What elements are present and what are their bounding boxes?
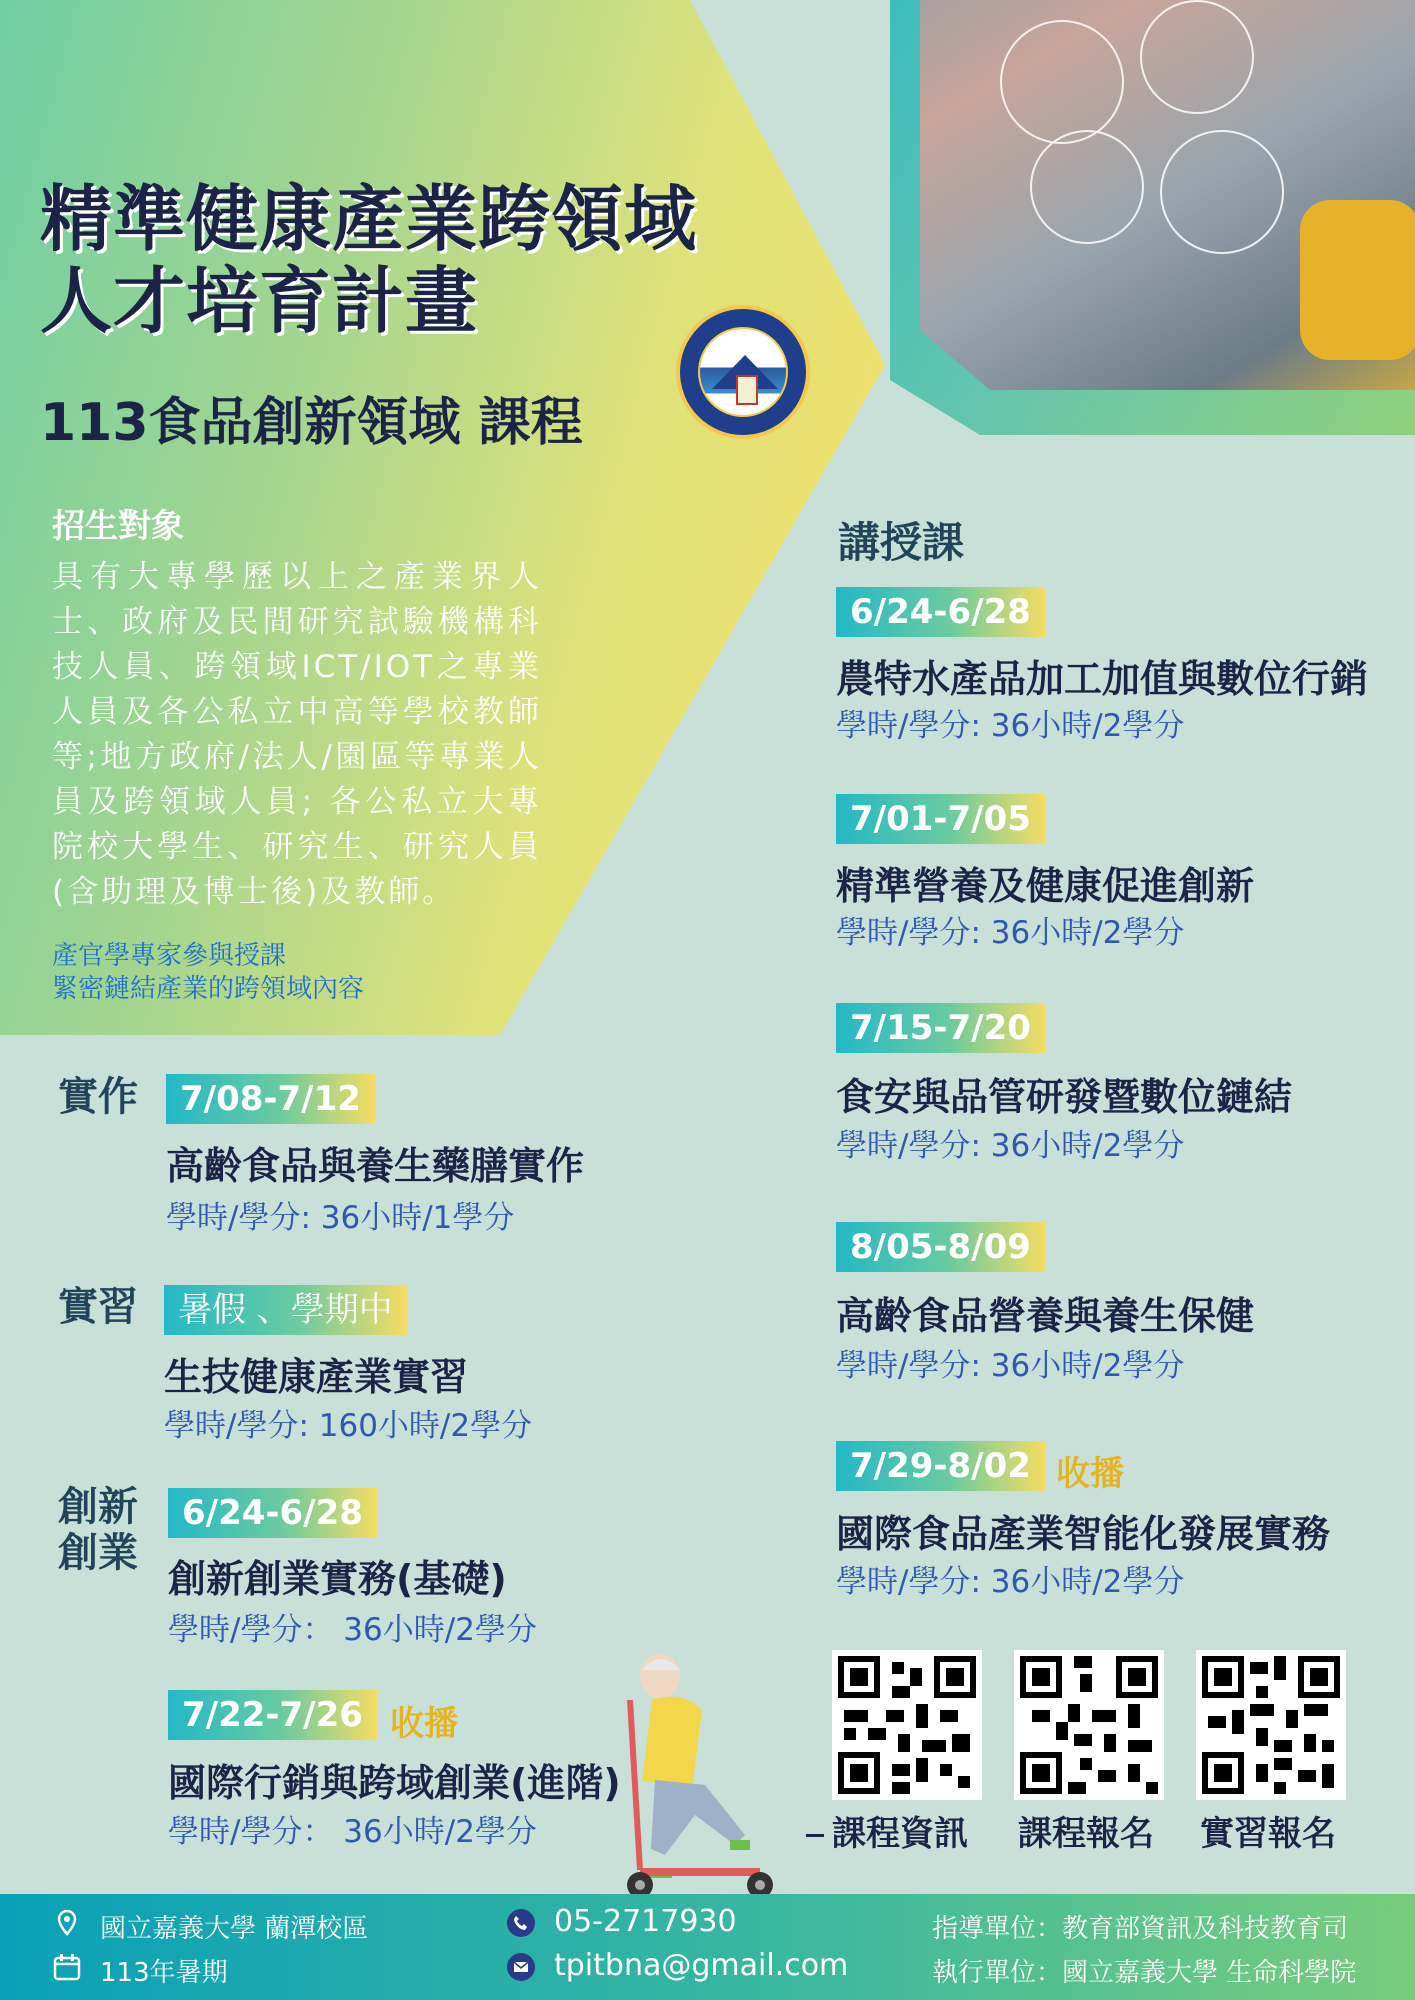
qr-code-course-signup[interactable]: [1014, 1650, 1164, 1800]
course-hours: 學時/學分: 36小時/1學分: [166, 1200, 515, 1236]
qr-label: 課程報名: [1018, 1814, 1154, 1854]
pie-chart-graphic: [1000, 20, 1124, 144]
date-tag: 7/29-8/02: [836, 1441, 1045, 1491]
date-tag: 7/01-7/05: [836, 794, 1045, 844]
period-text: 113年暑期: [100, 1958, 228, 1988]
course-title: 食安與品管研發暨數位鏈結: [836, 1075, 1293, 1119]
recruit-note-2: 緊密鏈結產業的跨領域內容: [52, 974, 365, 1004]
date-tag: 7/08-7/12: [166, 1074, 375, 1124]
category-innovation-line-2: 創業: [58, 1530, 138, 1576]
recruit-heading: 招生對象: [52, 506, 184, 545]
qr-label-text: 課程資訊: [832, 1814, 968, 1854]
recruit-notes: [52, 940, 364, 1006]
footer-bar: [0, 1894, 1415, 2000]
live-badge: 收播: [390, 1704, 458, 1744]
email-text[interactable]: tpitbna@gmail.com: [554, 1948, 849, 1983]
course-title: 農特水產品加工加值與數位行銷: [836, 657, 1369, 701]
location-pin-icon: [52, 1908, 82, 1938]
page-title: [40, 178, 697, 342]
course-title: 國際食品產業智能化發展實務: [836, 1512, 1331, 1556]
live-badge: 收播: [1056, 1454, 1124, 1494]
university-logo: [676, 305, 810, 439]
qr-code-course-info[interactable]: [832, 1650, 982, 1800]
date-tag: 6/24-6/28: [836, 587, 1045, 637]
course-hours: 學時/學分： 36小時/2學分: [168, 1612, 537, 1648]
pie-chart-graphic: [1030, 130, 1144, 244]
category-practice: 實作: [58, 1074, 138, 1120]
date-tag: 8/05-8/09: [836, 1222, 1045, 1272]
category-intern: 實習: [58, 1284, 138, 1330]
qr-label: [832, 1806, 968, 1855]
category-innovation: [58, 1484, 138, 1576]
qr-code-intern-signup[interactable]: [1196, 1650, 1346, 1800]
lecture-heading: 講授課: [838, 518, 965, 567]
course-title: 生技健康產業實習: [164, 1355, 469, 1399]
course-hours: 學時/學分: 160小時/2學分: [164, 1408, 533, 1444]
pie-chart-graphic: [1160, 130, 1284, 254]
course-hours: 學時/學分: 36小時/2學分: [836, 915, 1185, 951]
title-line-1: 精準健康產業跨領域: [40, 177, 698, 261]
bell-pepper-graphic: [1300, 200, 1415, 360]
course-hours: 學時/學分： 36小時/2學分: [168, 1814, 537, 1850]
phone-icon: [506, 1908, 536, 1938]
location-text: 國立嘉義大學 蘭潭校區: [100, 1914, 369, 1944]
qr-pattern: [832, 1650, 982, 1800]
logo-seal: [736, 375, 758, 405]
qr-label: 實習報名: [1200, 1814, 1336, 1854]
logo-emblem: [698, 327, 788, 417]
phone-text[interactable]: 05-2717930: [554, 1904, 737, 1939]
page-subtitle: 113食品創新領域 課程: [40, 393, 583, 453]
exec-unit-text: 執行單位：國立嘉義大學 生命科學院: [932, 1958, 1357, 1988]
recruit-body: 具有大專學歷以上之產業界人士、政府及民間研究試驗機構科技人員、跨領域ICT/IOT之專業人員及各公私立中高等學校教師等;地方政府/法人/園區等專業人員及跨領域人員; 各公私立大專院校大學生、研究生、研究人員(含助理及博士後)及教師。: [52, 559, 542, 910]
email-icon: [506, 1952, 536, 1982]
course-hours: 學時/學分: 36小時/2學分: [836, 1128, 1185, 1164]
course-title: 創新創業實務(基礎): [168, 1557, 507, 1601]
qr-pattern: [1196, 1650, 1346, 1800]
course-title: 國際行銷與跨域創業(進階): [168, 1761, 621, 1805]
recruit-note-1: 產官學專家參與授課: [52, 941, 287, 971]
course-title: 精準營養及健康促進創新: [836, 864, 1255, 908]
calendar-icon: [52, 1952, 82, 1982]
qr-pattern: [1014, 1650, 1164, 1800]
course-hours: 學時/學分: 36小時/2學分: [836, 1348, 1185, 1384]
date-tag: 7/15-7/20: [836, 1003, 1045, 1053]
elderly-scooter-illustration: [600, 1640, 820, 1900]
date-tag: 6/24-6/28: [168, 1488, 377, 1538]
pie-chart-graphic: [1140, 0, 1254, 114]
course-hours: 學時/學分: 36小時/2學分: [836, 1564, 1185, 1600]
guide-unit-text: 指導單位：教育部資訊及科技教育司: [932, 1914, 1349, 1944]
course-title: 高齡食品營養與養生保健: [836, 1294, 1255, 1338]
category-innovation-line-1: 創新: [58, 1484, 138, 1530]
course-hours: 學時/學分: 36小時/2學分: [836, 708, 1185, 744]
title-line-2: 人才培育計畫: [40, 259, 479, 343]
date-tag: 7/22-7/26: [168, 1690, 377, 1740]
course-title: 高齡食品與養生藥膳實作: [166, 1144, 585, 1188]
date-tag: 暑假 、學期中: [164, 1285, 407, 1335]
